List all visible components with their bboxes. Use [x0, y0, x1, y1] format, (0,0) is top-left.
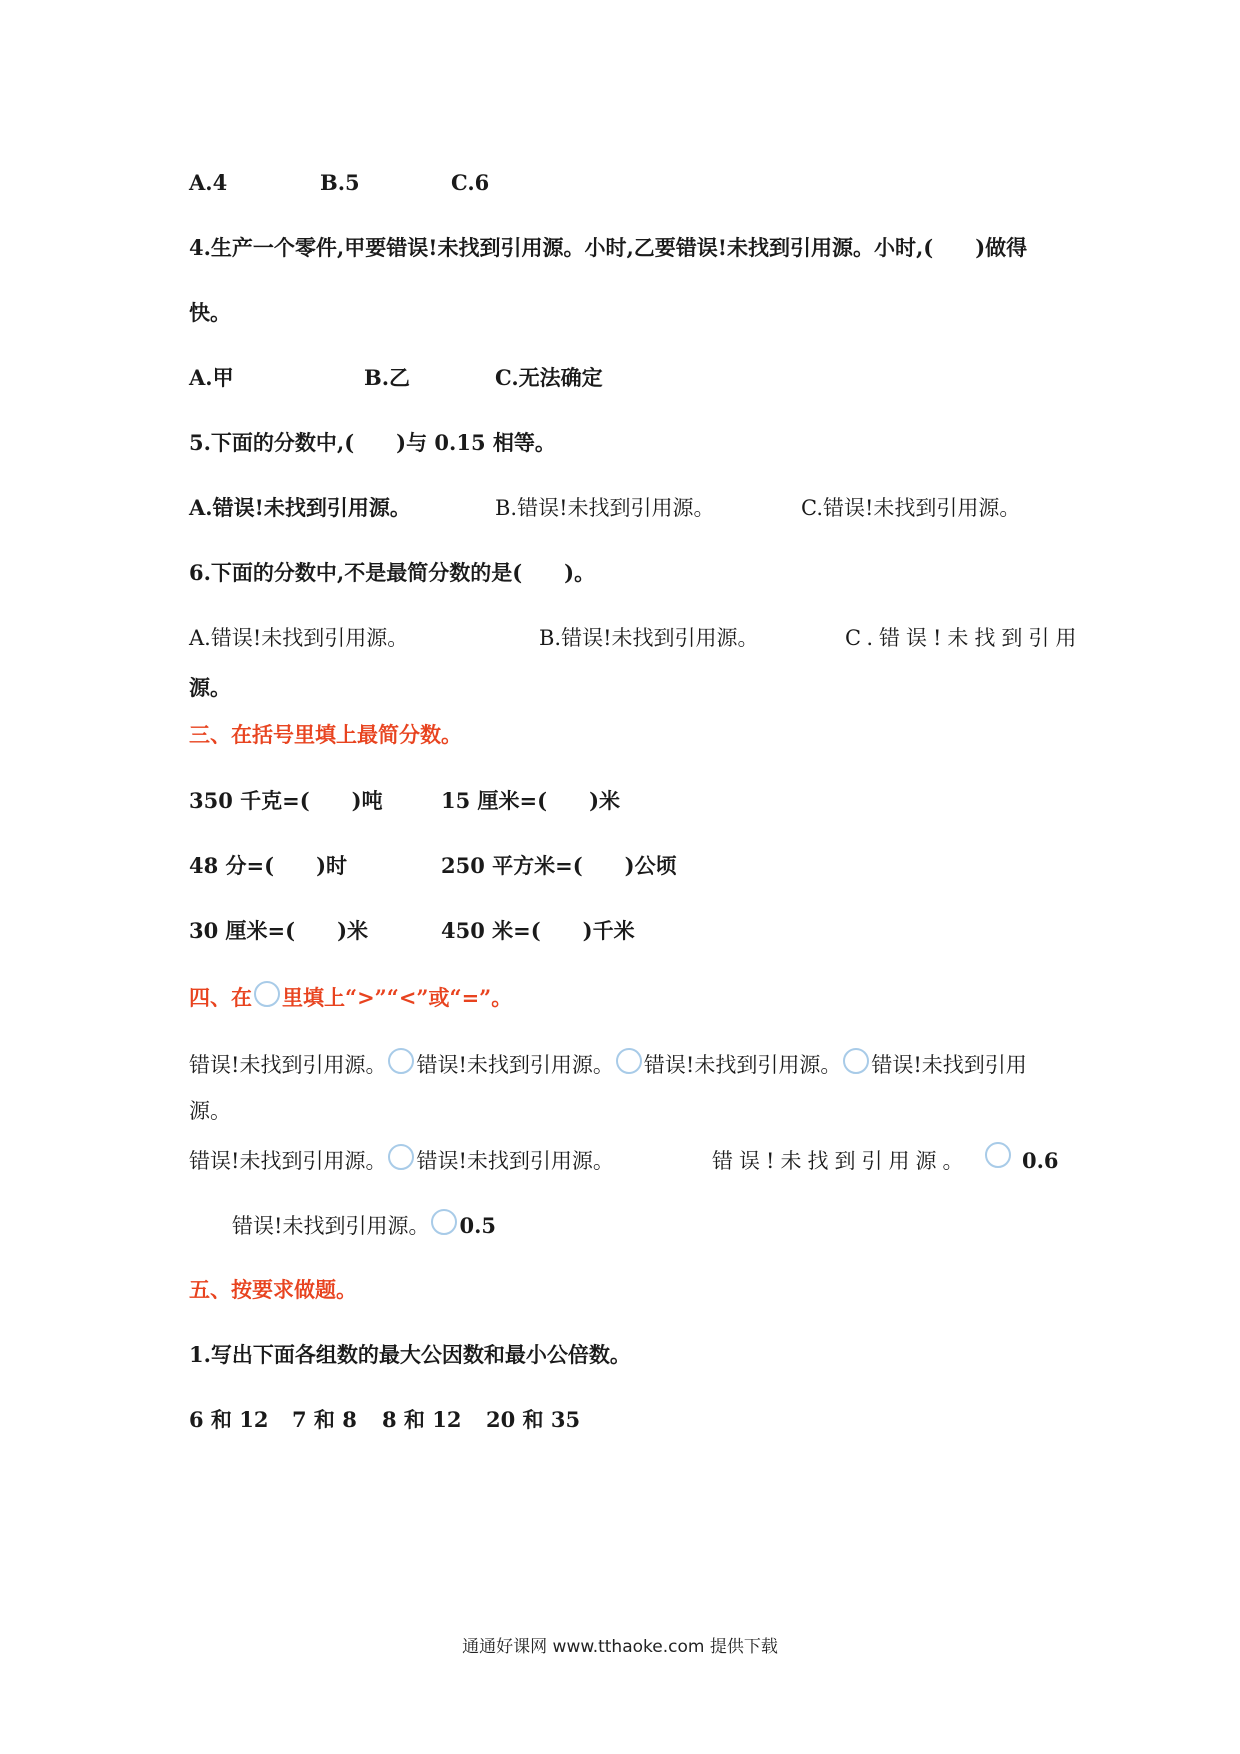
- number-group: 20 和 35: [486, 1407, 581, 1432]
- section3-title: 三、在括号里填上最简分数。: [189, 722, 462, 747]
- page-footer: 通通好课网 www.tthaoke.com 提供下载: [462, 1637, 778, 1657]
- number-group: 6 和 12: [189, 1407, 269, 1432]
- compare-circle-icon[interactable]: [843, 1048, 869, 1074]
- q3-option-a: A.4: [189, 170, 228, 195]
- section5-q1: 1.写出下面各组数的最大公因数和最小公倍数。: [189, 1342, 631, 1367]
- fill-item: 350 千克=( )吨: [189, 788, 383, 813]
- fill-item: 15 厘米=( )米: [441, 788, 621, 813]
- q5-option-a: A.错误!未找到引用源。: [189, 495, 411, 520]
- section4-row-1-wrap: 源。: [189, 1099, 231, 1123]
- compare-circle-icon[interactable]: [388, 1144, 414, 1170]
- section4-title-pre: 四、在: [189, 985, 252, 1010]
- q4-text: 4.生产一个零件,甲要错误!未找到引用源。小时,乙要错误!未找到引用源。小时,( )做得: [189, 235, 1028, 260]
- q4-option-a: A.甲: [189, 365, 234, 390]
- q4-text-wrap: 快。: [189, 300, 231, 325]
- compare-circle-icon: [254, 981, 280, 1007]
- q5-text: 5.下面的分数中,( )与 0.15 相等。: [189, 430, 556, 455]
- q5-option-c: C.错误!未找到引用源。: [801, 496, 1021, 520]
- section4-row-1: [189, 1050, 1027, 1080]
- compare-expr: 错误!未找到引用源。: [189, 1053, 387, 1077]
- fill-item: 30 厘米=( )米: [189, 918, 369, 943]
- number-group: 8 和 12: [382, 1407, 462, 1432]
- q4-option-b: B.乙: [364, 365, 411, 390]
- section4-row-3: [232, 1211, 496, 1241]
- compare-circle-icon[interactable]: [431, 1209, 457, 1235]
- q6-option-c-wrap: 源。: [189, 675, 231, 700]
- section5-title: 五、按要求做题。: [189, 1277, 357, 1302]
- compare-circle-icon[interactable]: [616, 1048, 642, 1074]
- compare-expr-text: 错误!未找到引用源。: [712, 1149, 970, 1173]
- compare-value: 0.6: [1022, 1148, 1059, 1173]
- number-group: 7 和 8: [292, 1407, 357, 1432]
- compare-expr: 错误!未找到引用源。: [416, 1053, 614, 1077]
- q5-option-b: B.错误!未找到引用源。: [495, 496, 715, 520]
- fill-item: 48 分=( )时: [189, 853, 348, 878]
- q4-option-c: C.无法确定: [495, 365, 603, 390]
- fill-item: 450 米=( )千米: [441, 918, 635, 943]
- compare-expr: 错误!未找到引用源。: [189, 1149, 387, 1173]
- q6-option-b: B.错误!未找到引用源。: [539, 626, 759, 650]
- q6-text: 6.下面的分数中,不是最简分数的是( )。: [189, 560, 596, 585]
- compare-expr: 错误!未找到引用: [871, 1053, 1027, 1077]
- compare-value: 0.5: [459, 1213, 496, 1238]
- q3-option-b: B.5: [320, 170, 360, 195]
- section4-row-2: [189, 1146, 1059, 1176]
- compare-expr: [712, 1146, 969, 1176]
- q6-option-a: A.错误!未找到引用源。: [189, 626, 409, 650]
- section4-title: [189, 983, 512, 1013]
- compare-expr: 错误!未找到引用源。: [643, 1053, 842, 1077]
- q3-option-c: C.6: [451, 170, 490, 195]
- q6-option-c: C.错误!未找到引用: [845, 626, 1083, 650]
- fill-item: 250 平方米=( )公顷: [441, 853, 677, 878]
- compare-circle-icon[interactable]: [388, 1048, 414, 1074]
- compare-circle-icon[interactable]: [985, 1142, 1011, 1168]
- compare-expr: 错误!未找到引用源。: [232, 1214, 430, 1238]
- compare-expr: 错误!未找到引用源。: [416, 1149, 614, 1173]
- section4-title-post: 里填上“>”“<”或“=”。: [282, 985, 513, 1010]
